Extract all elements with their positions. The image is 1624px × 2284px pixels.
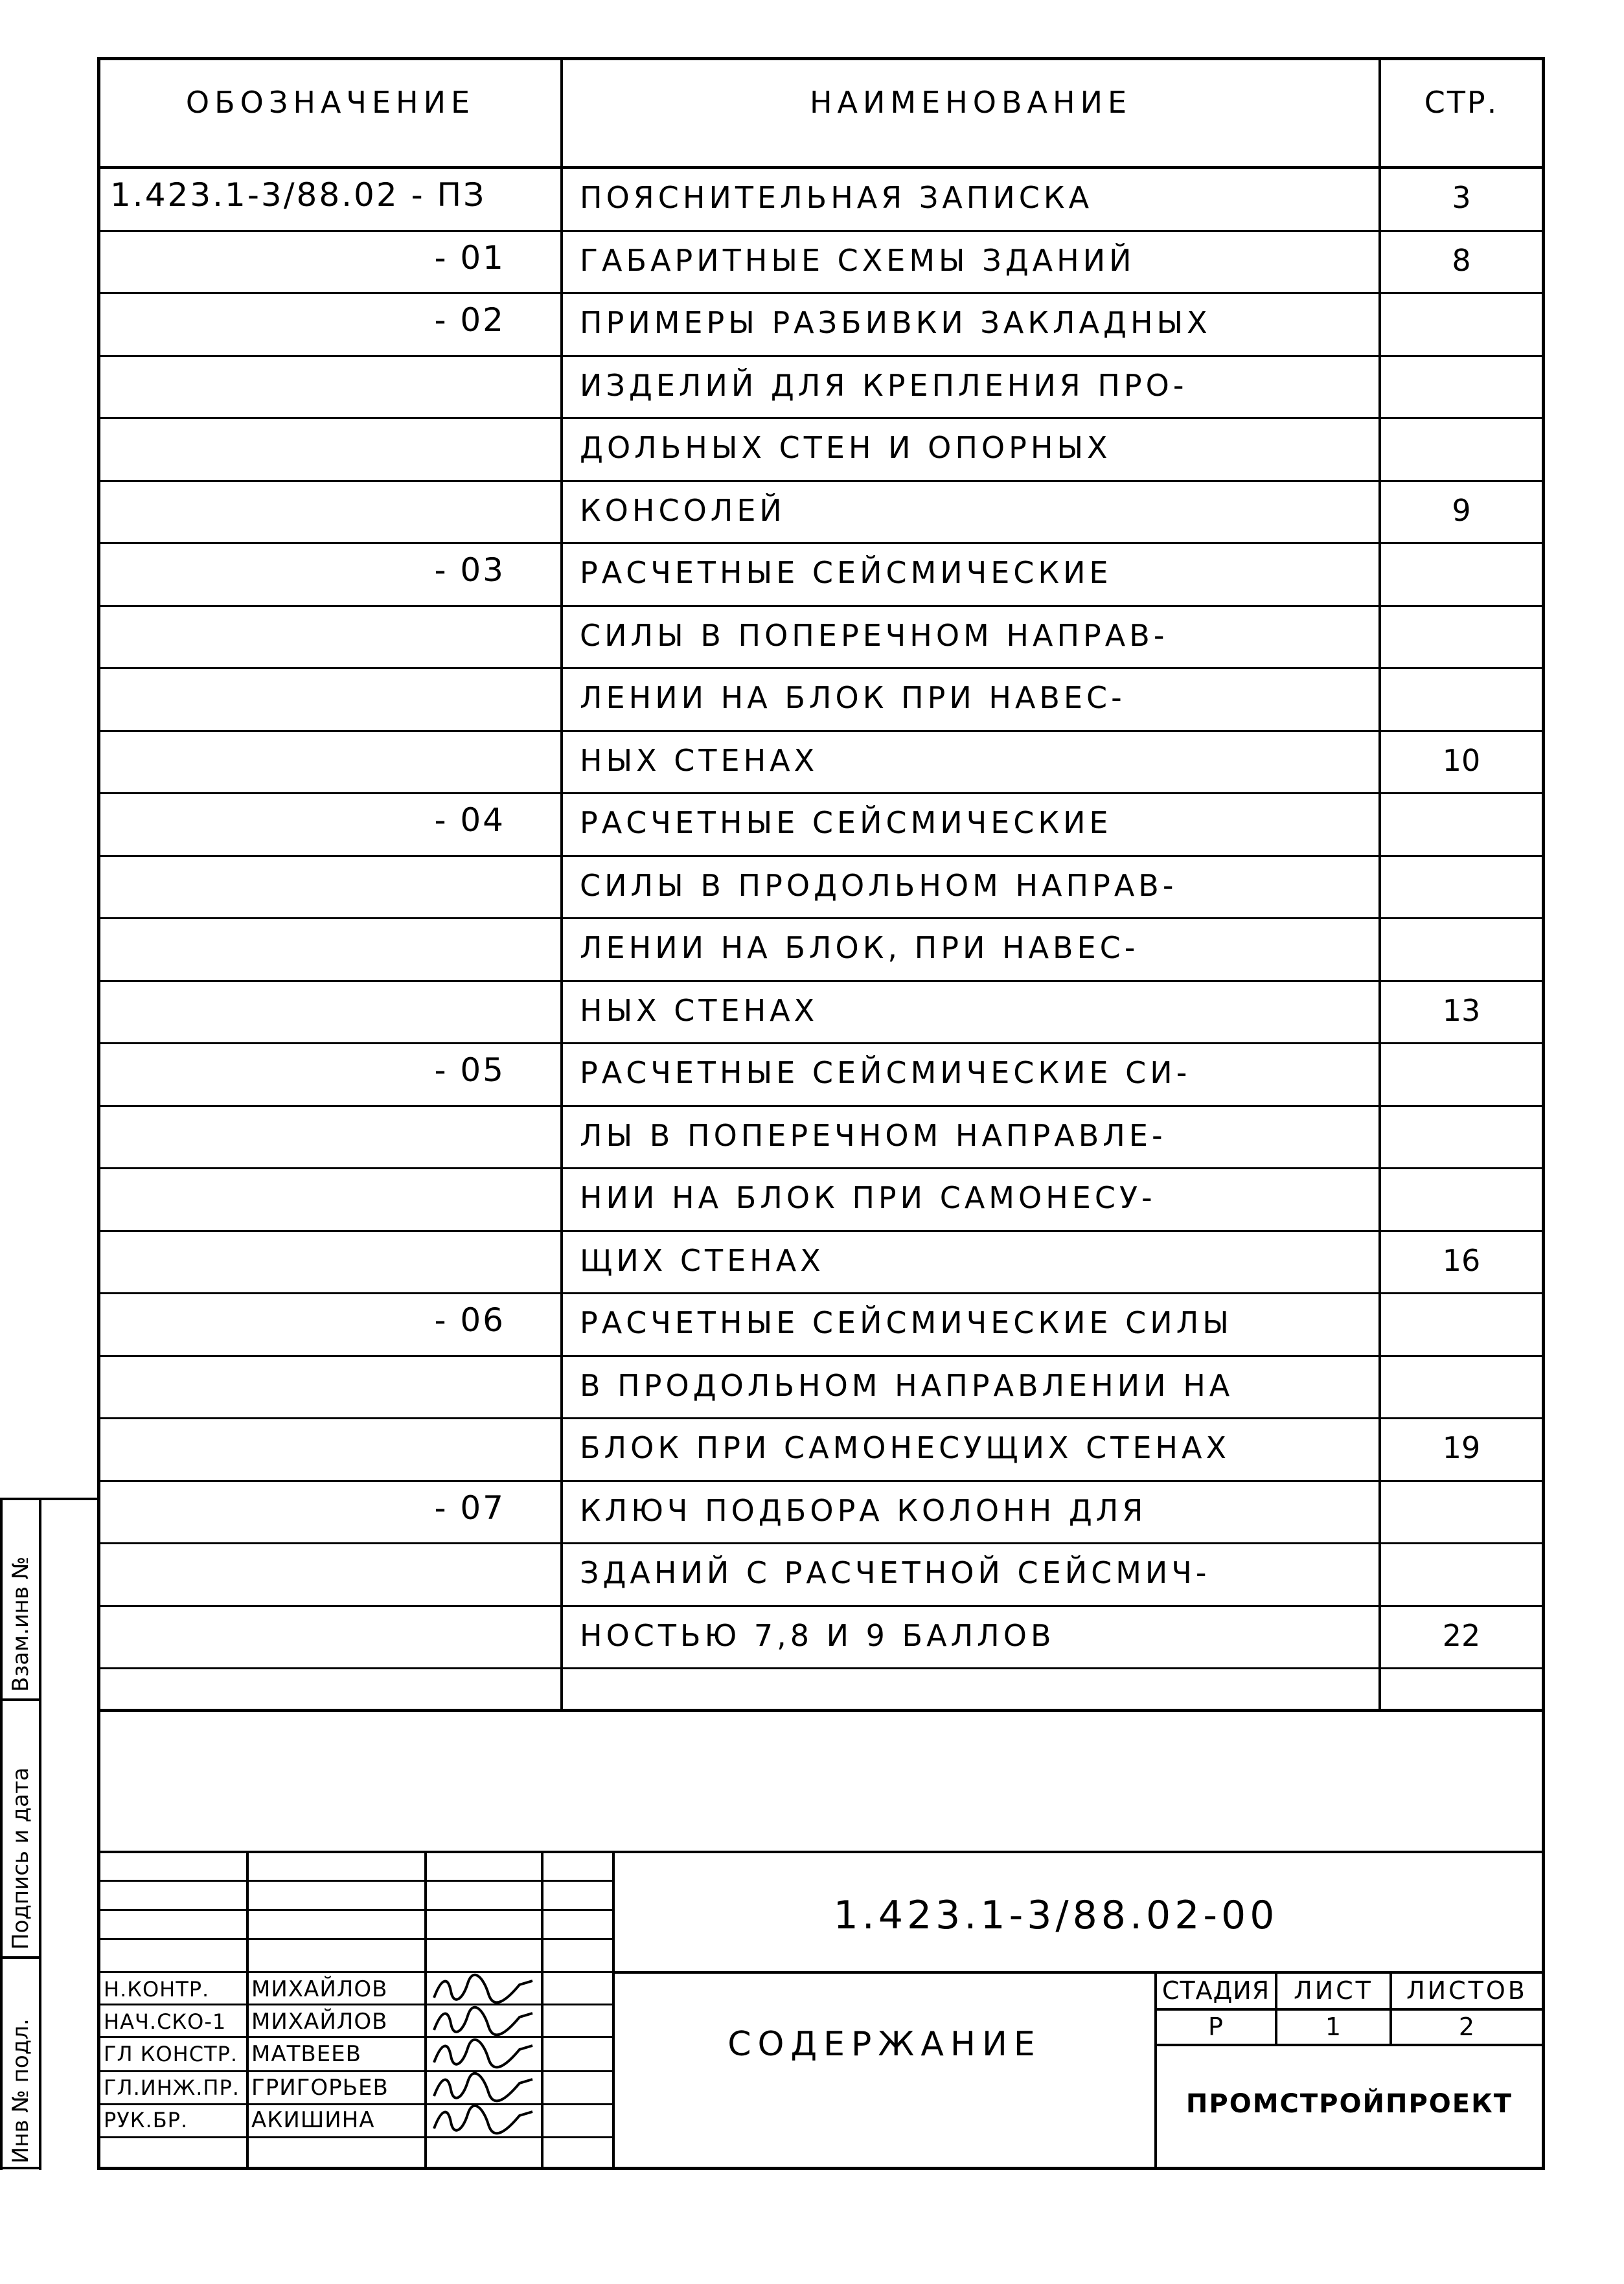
row-separator	[100, 1605, 1542, 1607]
row-name-line: КЛЮЧ ПОДБОРА КОЛОНН ДЛЯ	[580, 1492, 1147, 1528]
row-designation: - 04	[434, 801, 505, 839]
row-page: 13	[1442, 992, 1481, 1028]
side-stamp-bottom	[0, 2167, 41, 2169]
row-separator	[100, 1542, 1542, 1544]
row-separator	[100, 792, 1542, 794]
header-designation: ОБОЗНАЧЕНИЕ	[185, 85, 475, 120]
row-name-line: КОНСОЛЕЙ	[580, 492, 786, 528]
signer-role: ГЛ.ИНЖ.ПР.	[104, 2075, 240, 2100]
sheets-label: ЛИСТОВ	[1406, 1976, 1527, 2005]
row-designation: - 02	[434, 301, 505, 339]
row-separator	[100, 1417, 1542, 1419]
signer-name: МИХАЙЛОВ	[251, 1976, 388, 2002]
signature-scribble	[429, 1972, 539, 2008]
row-name-line: ЩИХ СТЕНАХ	[580, 1242, 825, 1278]
signer-name: МИХАЙЛОВ	[251, 2009, 388, 2035]
tb-row-line	[100, 1909, 612, 1911]
row-name-line: РАСЧЕТНЫЕ СЕЙСМИЧЕСКИЕ СИ-	[580, 1055, 1191, 1090]
header-page: СТР.	[1424, 85, 1499, 120]
row-name-line: ЛЫ В ПОПЕРЕЧНОМ НАПРАВЛЕ-	[580, 1117, 1167, 1153]
column-divider-1	[560, 57, 563, 1711]
row-name-line: РАСЧЕТНЫЕ СЕЙСМИЧЕСКИЕ	[580, 805, 1112, 840]
row-separator	[100, 980, 1542, 982]
signer-name: МАТВЕЕВ	[251, 2041, 361, 2067]
row-page: 9	[1452, 492, 1471, 528]
signer-role: РУК.БР.	[104, 2108, 189, 2132]
row-name-line: В ПРОДОЛЬНОМ НАПРАВЛЕНИИ НА	[580, 1367, 1234, 1403]
row-name-line: РАСЧЕТНЫЕ СЕЙСМИЧЕСКИЕ	[580, 555, 1112, 590]
row-page: 10	[1442, 742, 1481, 778]
row-designation: - 05	[434, 1051, 505, 1089]
signer-name: ГРИГОРЬЕВ	[251, 2075, 389, 2101]
row-name-line: НЫХ СТЕНАХ	[580, 992, 819, 1028]
signature-scribble	[429, 2004, 539, 2040]
row-separator	[100, 417, 1542, 419]
tb-left-vdiv	[612, 1851, 615, 2168]
tb-info-row2	[1154, 2044, 1545, 2046]
row-name-line: ГАБАРИТНЫЕ СХЕМЫ ЗДАНИЙ	[580, 242, 1136, 278]
row-separator	[100, 1667, 1542, 1669]
row-separator	[100, 355, 1542, 357]
row-designation: 1.423.1-3/88.02 - ПЗ	[110, 176, 486, 214]
frame-bottom	[97, 2167, 1545, 2170]
row-designation: - 03	[434, 551, 505, 589]
row-name-line: СИЛЫ В ПРОДОЛЬНОМ НАПРАВ-	[580, 867, 1178, 903]
row-separator	[100, 1292, 1542, 1294]
signature-scribble	[429, 2037, 539, 2073]
row-name-line: РАСЧЕТНЫЕ СЕЙСМИЧЕСКИЕ СИЛЫ	[580, 1305, 1233, 1340]
tb-mid-line	[612, 1971, 1545, 1974]
stage-label: СТАДИЯ	[1161, 1976, 1270, 2005]
tb-col-sign	[541, 1851, 543, 2168]
side-stamp-signature-date: Подпись и дата	[8, 1767, 34, 1950]
signature-scribble	[429, 2070, 539, 2107]
signer-role: ГЛ КОНСТР.	[104, 2042, 238, 2066]
row-separator	[100, 1167, 1542, 1169]
tb-col-name	[424, 1851, 427, 2168]
row-separator	[100, 480, 1542, 482]
row-separator	[100, 230, 1542, 232]
side-stamp-right	[39, 1498, 41, 2170]
side-stamp-div-1	[0, 1698, 41, 1701]
row-designation: - 06	[434, 1301, 505, 1339]
frame-top	[97, 57, 1545, 60]
row-separator	[100, 292, 1542, 294]
signature-scribble	[429, 2103, 539, 2139]
row-separator	[100, 1355, 1542, 1357]
row-page: 8	[1452, 242, 1471, 278]
row-separator	[100, 1105, 1542, 1107]
tb-row-line	[100, 1880, 612, 1882]
side-stamp-inv-orig: Инв № подл.	[8, 2018, 34, 2164]
row-name-line: БЛОК ПРИ САМОНЕСУЩИХ СТЕНАХ	[580, 1430, 1230, 1465]
doc-code: 1.423.1-3/88.02-00	[833, 1893, 1279, 1938]
tb-info-row1	[1154, 2008, 1545, 2011]
row-separator	[100, 605, 1542, 607]
row-name-line: НОСТЬЮ 7,8 И 9 БАЛЛОВ	[580, 1617, 1055, 1653]
row-separator	[100, 917, 1542, 919]
row-name-line: ЛЕНИИ НА БЛОК ПРИ НАВЕС-	[580, 680, 1126, 715]
header-bottom-line	[97, 166, 1545, 169]
row-separator	[100, 855, 1542, 857]
organization-name: ПРОМСТРОЙПРОЕКТ	[1185, 2089, 1513, 2119]
row-name-line: ИЗДЕЛИЙ ДЛЯ КРЕПЛЕНИЯ ПРО-	[580, 367, 1188, 403]
row-separator	[100, 542, 1542, 544]
signer-role: Н.КОНТР.	[104, 1977, 210, 2002]
signer-role: НАЧ.СКО-1	[104, 2009, 227, 2034]
row-separator	[100, 1230, 1542, 1232]
row-name-line: НЫХ СТЕНАХ	[580, 742, 819, 778]
sheets-value: 2	[1458, 2013, 1476, 2041]
row-separator	[100, 667, 1542, 669]
header-name: НАИМЕНОВАНИЕ	[809, 85, 1132, 120]
row-separator	[100, 1042, 1542, 1044]
row-page: 16	[1442, 1242, 1481, 1278]
tb-top-line	[97, 1851, 1545, 1853]
side-stamp-inv-replace: Взам.инв №	[8, 1556, 34, 1692]
side-stamp-left	[0, 1498, 3, 2170]
sheet-label: ЛИСТ	[1294, 1976, 1373, 2005]
row-name-line: ДОЛЬНЫХ СТЕН И ОПОРНЫХ	[580, 430, 1112, 465]
row-separator	[100, 730, 1542, 732]
row-designation: - 07	[434, 1489, 505, 1527]
row-page: 19	[1442, 1430, 1481, 1465]
row-name-line: СИЛЫ В ПОПЕРЕЧНОМ НАПРАВ-	[580, 617, 1169, 653]
table-bottom-line	[97, 1709, 1545, 1712]
side-stamp-div-2	[0, 1956, 41, 1959]
tb-col-role	[246, 1851, 249, 2168]
row-name-line: ПОЯСНИТЕЛЬНАЯ ЗАПИСКА	[580, 180, 1093, 215]
row-designation: - 01	[434, 238, 505, 277]
signer-name: АКИШИНА	[251, 2107, 375, 2133]
row-name-line: НИИ НА БЛОК ПРИ САМОНЕСУ-	[580, 1180, 1156, 1215]
side-stamp-top	[0, 1498, 100, 1500]
stage-value: Р	[1208, 2013, 1224, 2041]
sheet-value: 1	[1325, 2013, 1342, 2041]
doc-title: СОДЕРЖАНИЕ	[727, 2025, 1042, 2064]
row-page: 22	[1442, 1617, 1481, 1653]
row-separator	[100, 1480, 1542, 1482]
row-page: 3	[1452, 180, 1471, 215]
row-name-line: ЛЕНИИ НА БЛОК, ПРИ НАВЕС-	[580, 930, 1139, 965]
tb-row-line	[100, 1938, 612, 1940]
row-name-line: ПРИМЕРЫ РАЗБИВКИ ЗАКЛАДНЫХ	[580, 305, 1211, 340]
row-name-line: ЗДАНИЙ С РАСЧЕТНОЙ СЕЙСМИЧ-	[580, 1555, 1211, 1590]
